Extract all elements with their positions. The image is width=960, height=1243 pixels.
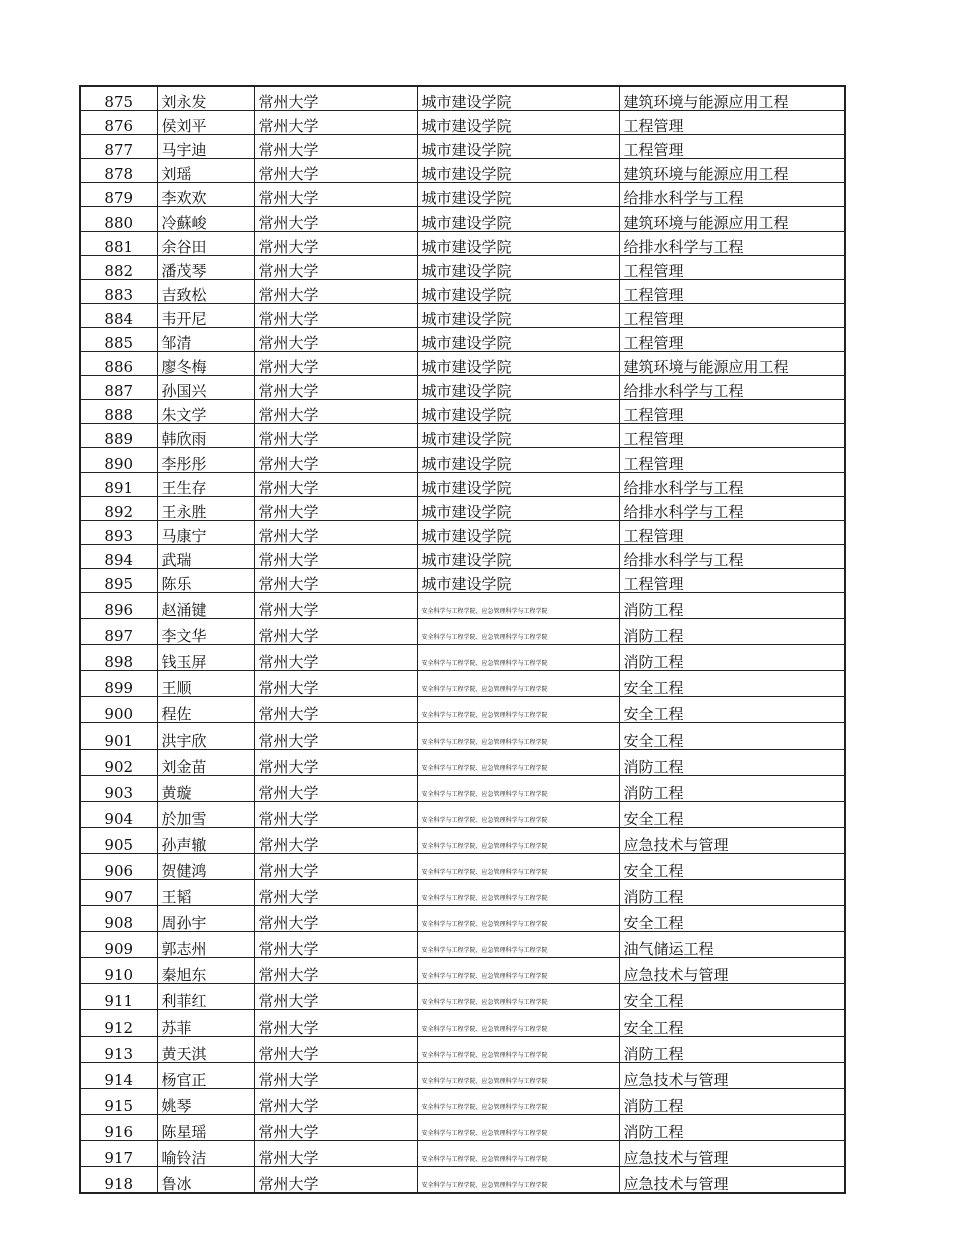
table-row [80,135,845,159]
student-name: 贺健鸿 [157,853,254,879]
college-name: 安全科学与工程学院、应急管理科学与工程学院 [417,880,619,906]
major-name: 工程管理 [619,279,845,303]
row-number: 888 [80,400,157,424]
college-name: 城市建设学院 [417,86,619,111]
row-number: 895 [80,568,157,592]
school-name: 常州大学 [254,279,417,303]
table-row [80,723,845,749]
school-name: 常州大学 [254,520,417,544]
college-name: 城市建设学院 [417,207,619,231]
student-name: 孙国兴 [157,376,254,400]
college-name: 城市建设学院 [417,231,619,255]
college-name: 城市建设学院 [417,496,619,520]
major-name: 油气储运工程 [619,932,845,958]
student-name: 冷蘇峻 [157,207,254,231]
school-name: 常州大学 [254,880,417,906]
major-name: 给排水科学与工程 [619,231,845,255]
student-name: 武瑞 [157,544,254,568]
college-name: 安全科学与工程学院、应急管理科学与工程学院 [417,1114,619,1140]
major-name: 工程管理 [619,568,845,592]
row-number: 901 [80,723,157,749]
major-name: 工程管理 [619,111,845,135]
table-row [80,1140,845,1166]
student-name: 黄天淇 [157,1036,254,1062]
school-name: 常州大学 [254,86,417,111]
row-number: 879 [80,183,157,207]
major-name: 安全工程 [619,1010,845,1036]
major-name: 应急技术与管理 [619,1140,845,1166]
table-row [80,111,845,135]
college-name: 城市建设学院 [417,183,619,207]
college-name: 安全科学与工程学院、应急管理科学与工程学院 [417,1088,619,1114]
row-number: 904 [80,801,157,827]
school-name: 常州大学 [254,303,417,327]
table-row [80,303,845,327]
row-number: 876 [80,111,157,135]
college-name: 安全科学与工程学院、应急管理科学与工程学院 [417,645,619,671]
row-number: 915 [80,1088,157,1114]
row-number: 881 [80,231,157,255]
school-name: 常州大学 [254,255,417,279]
row-number: 908 [80,906,157,932]
school-name: 常州大学 [254,1088,417,1114]
student-name: 李彤彤 [157,448,254,472]
table-row [80,159,845,183]
row-number: 884 [80,303,157,327]
major-name: 工程管理 [619,327,845,351]
row-number: 883 [80,279,157,303]
student-name: 王永胜 [157,496,254,520]
table-row [80,645,845,671]
major-name: 消防工程 [619,1088,845,1114]
school-name: 常州大学 [254,619,417,645]
major-name: 消防工程 [619,749,845,775]
table-row [80,958,845,984]
table-row [80,1036,845,1062]
major-name: 工程管理 [619,135,845,159]
table-row [80,376,845,400]
college-name: 城市建设学院 [417,135,619,159]
row-number: 914 [80,1062,157,1088]
student-name: 喻铃洁 [157,1140,254,1166]
student-name: 韦开尼 [157,303,254,327]
college-name: 安全科学与工程学院、应急管理科学与工程学院 [417,801,619,827]
row-number: 911 [80,984,157,1010]
college-name: 城市建设学院 [417,279,619,303]
school-name: 常州大学 [254,853,417,879]
row-number: 882 [80,255,157,279]
college-name: 安全科学与工程学院、应急管理科学与工程学院 [417,1140,619,1166]
student-name: 王韬 [157,880,254,906]
major-name: 消防工程 [619,645,845,671]
college-name: 安全科学与工程学院、应急管理科学与工程学院 [417,592,619,618]
table-row [80,544,845,568]
college-name: 安全科学与工程学院、应急管理科学与工程学院 [417,1167,619,1194]
student-name: 廖冬梅 [157,352,254,376]
table-row [80,448,845,472]
college-name: 安全科学与工程学院、应急管理科学与工程学院 [417,619,619,645]
row-number: 899 [80,671,157,697]
student-name: 马康宁 [157,520,254,544]
student-name: 杨官正 [157,1062,254,1088]
row-number: 909 [80,932,157,958]
table-row [80,183,845,207]
student-name: 於加雪 [157,801,254,827]
college-name: 城市建设学院 [417,400,619,424]
major-name: 消防工程 [619,775,845,801]
table-row [80,1010,845,1036]
school-name: 常州大学 [254,592,417,618]
school-name: 常州大学 [254,400,417,424]
school-name: 常州大学 [254,111,417,135]
college-name: 城市建设学院 [417,159,619,183]
college-name: 城市建设学院 [417,544,619,568]
roster-table [79,85,846,1194]
student-name: 郭志州 [157,932,254,958]
school-name: 常州大学 [254,568,417,592]
row-number: 875 [80,86,157,111]
student-name: 鲁冰 [157,1167,254,1194]
table-row [80,496,845,520]
major-name: 消防工程 [619,880,845,906]
table-row [80,520,845,544]
roster-body [80,86,845,1193]
college-name: 城市建设学院 [417,327,619,351]
school-name: 常州大学 [254,1062,417,1088]
school-name: 常州大学 [254,723,417,749]
table-row [80,86,845,111]
table-row [80,801,845,827]
row-number: 906 [80,853,157,879]
school-name: 常州大学 [254,932,417,958]
college-name: 安全科学与工程学院、应急管理科学与工程学院 [417,958,619,984]
major-name: 安全工程 [619,723,845,749]
college-name: 城市建设学院 [417,448,619,472]
school-name: 常州大学 [254,159,417,183]
row-number: 877 [80,135,157,159]
major-name: 应急技术与管理 [619,827,845,853]
major-name: 工程管理 [619,303,845,327]
student-name: 钱玉屏 [157,645,254,671]
row-number: 900 [80,697,157,723]
major-name: 应急技术与管理 [619,1167,845,1194]
college-name: 安全科学与工程学院、应急管理科学与工程学院 [417,906,619,932]
college-name: 城市建设学院 [417,520,619,544]
table-row [80,984,845,1010]
college-name: 城市建设学院 [417,255,619,279]
school-name: 常州大学 [254,376,417,400]
student-name: 洪宇欣 [157,723,254,749]
row-number: 887 [80,376,157,400]
table-row [80,352,845,376]
student-name: 孙声辙 [157,827,254,853]
major-name: 消防工程 [619,592,845,618]
school-name: 常州大学 [254,1140,417,1166]
college-name: 安全科学与工程学院、应急管理科学与工程学院 [417,749,619,775]
row-number: 891 [80,472,157,496]
major-name: 工程管理 [619,255,845,279]
row-number: 897 [80,619,157,645]
student-name: 刘永发 [157,86,254,111]
college-name: 安全科学与工程学院、应急管理科学与工程学院 [417,827,619,853]
table-row [80,697,845,723]
school-name: 常州大学 [254,906,417,932]
row-number: 880 [80,207,157,231]
student-name: 朱文学 [157,400,254,424]
major-name: 安全工程 [619,853,845,879]
school-name: 常州大学 [254,775,417,801]
major-name: 工程管理 [619,520,845,544]
student-name: 王顺 [157,671,254,697]
college-name: 安全科学与工程学院、应急管理科学与工程学院 [417,853,619,879]
major-name: 建筑环境与能源应用工程 [619,352,845,376]
major-name: 给排水科学与工程 [619,183,845,207]
student-name: 赵涌键 [157,592,254,618]
major-name: 建筑环境与能源应用工程 [619,86,845,111]
school-name: 常州大学 [254,645,417,671]
major-name: 工程管理 [619,424,845,448]
college-name: 安全科学与工程学院、应急管理科学与工程学院 [417,1010,619,1036]
major-name: 安全工程 [619,671,845,697]
table-row [80,827,845,853]
major-name: 应急技术与管理 [619,958,845,984]
college-name: 城市建设学院 [417,303,619,327]
major-name: 工程管理 [619,400,845,424]
row-number: 903 [80,775,157,801]
school-name: 常州大学 [254,231,417,255]
school-name: 常州大学 [254,448,417,472]
table-row [80,231,845,255]
row-number: 894 [80,544,157,568]
table-row [80,568,845,592]
college-name: 安全科学与工程学院、应急管理科学与工程学院 [417,723,619,749]
school-name: 常州大学 [254,207,417,231]
row-number: 916 [80,1114,157,1140]
school-name: 常州大学 [254,135,417,159]
student-name: 韩欣雨 [157,424,254,448]
student-name: 李文华 [157,619,254,645]
major-name: 给排水科学与工程 [619,376,845,400]
student-name: 陈乐 [157,568,254,592]
major-name: 应急技术与管理 [619,1062,845,1088]
student-name: 苏菲 [157,1010,254,1036]
student-name: 刘瑶 [157,159,254,183]
major-name: 工程管理 [619,448,845,472]
school-name: 常州大学 [254,801,417,827]
row-number: 898 [80,645,157,671]
table-row [80,749,845,775]
major-name: 消防工程 [619,1114,845,1140]
school-name: 常州大学 [254,827,417,853]
major-name: 安全工程 [619,697,845,723]
table-row [80,880,845,906]
student-name: 邹清 [157,327,254,351]
college-name: 城市建设学院 [417,568,619,592]
college-name: 城市建设学院 [417,352,619,376]
row-number: 913 [80,1036,157,1062]
table-row [80,1114,845,1140]
row-number: 910 [80,958,157,984]
school-name: 常州大学 [254,1167,417,1194]
table-row [80,592,845,618]
table-row [80,424,845,448]
major-name: 给排水科学与工程 [619,544,845,568]
student-name: 黄璇 [157,775,254,801]
major-name: 安全工程 [619,801,845,827]
table-row [80,1088,845,1114]
table-row [80,853,845,879]
table-row [80,472,845,496]
table-row [80,400,845,424]
major-name: 消防工程 [619,1036,845,1062]
student-name: 吉致松 [157,279,254,303]
major-name: 安全工程 [619,984,845,1010]
table-row [80,932,845,958]
student-name: 余谷田 [157,231,254,255]
student-name: 马宇迪 [157,135,254,159]
school-name: 常州大学 [254,1036,417,1062]
table-row [80,906,845,932]
table-row [80,671,845,697]
row-number: 878 [80,159,157,183]
row-number: 907 [80,880,157,906]
row-number: 890 [80,448,157,472]
school-name: 常州大学 [254,352,417,376]
row-number: 885 [80,327,157,351]
college-name: 安全科学与工程学院、应急管理科学与工程学院 [417,1036,619,1062]
student-name: 姚琴 [157,1088,254,1114]
college-name: 安全科学与工程学院、应急管理科学与工程学院 [417,775,619,801]
row-number: 892 [80,496,157,520]
student-name: 秦旭东 [157,958,254,984]
table-row [80,207,845,231]
table-row [80,279,845,303]
student-name: 刘金苗 [157,749,254,775]
college-name: 安全科学与工程学院、应急管理科学与工程学院 [417,984,619,1010]
college-name: 安全科学与工程学院、应急管理科学与工程学院 [417,932,619,958]
school-name: 常州大学 [254,671,417,697]
student-name: 王生存 [157,472,254,496]
school-name: 常州大学 [254,327,417,351]
school-name: 常州大学 [254,496,417,520]
school-name: 常州大学 [254,958,417,984]
student-name: 程佐 [157,697,254,723]
major-name: 给排水科学与工程 [619,472,845,496]
school-name: 常州大学 [254,544,417,568]
major-name: 给排水科学与工程 [619,496,845,520]
school-name: 常州大学 [254,472,417,496]
student-name: 周孙宇 [157,906,254,932]
row-number: 889 [80,424,157,448]
table-row [80,327,845,351]
student-name: 陈星瑶 [157,1114,254,1140]
row-number: 912 [80,1010,157,1036]
college-name: 城市建设学院 [417,472,619,496]
school-name: 常州大学 [254,1114,417,1140]
row-number: 893 [80,520,157,544]
table-row [80,619,845,645]
college-name: 安全科学与工程学院、应急管理科学与工程学院 [417,697,619,723]
row-number: 886 [80,352,157,376]
college-name: 安全科学与工程学院、应急管理科学与工程学院 [417,671,619,697]
student-name: 李欢欢 [157,183,254,207]
college-name: 安全科学与工程学院、应急管理科学与工程学院 [417,1062,619,1088]
school-name: 常州大学 [254,749,417,775]
row-number: 905 [80,827,157,853]
student-name: 侯刘平 [157,111,254,135]
major-name: 安全工程 [619,906,845,932]
major-name: 建筑环境与能源应用工程 [619,207,845,231]
school-name: 常州大学 [254,697,417,723]
table-row [80,1062,845,1088]
school-name: 常州大学 [254,183,417,207]
table-row [80,775,845,801]
table-row [80,255,845,279]
major-name: 建筑环境与能源应用工程 [619,159,845,183]
row-number: 918 [80,1167,157,1194]
major-name: 消防工程 [619,619,845,645]
school-name: 常州大学 [254,424,417,448]
college-name: 城市建设学院 [417,111,619,135]
school-name: 常州大学 [254,1010,417,1036]
college-name: 城市建设学院 [417,424,619,448]
row-number: 896 [80,592,157,618]
student-name: 潘茂琴 [157,255,254,279]
row-number: 917 [80,1140,157,1166]
row-number: 902 [80,749,157,775]
table-row [80,1167,845,1194]
school-name: 常州大学 [254,984,417,1010]
student-name: 利菲红 [157,984,254,1010]
college-name: 城市建设学院 [417,376,619,400]
